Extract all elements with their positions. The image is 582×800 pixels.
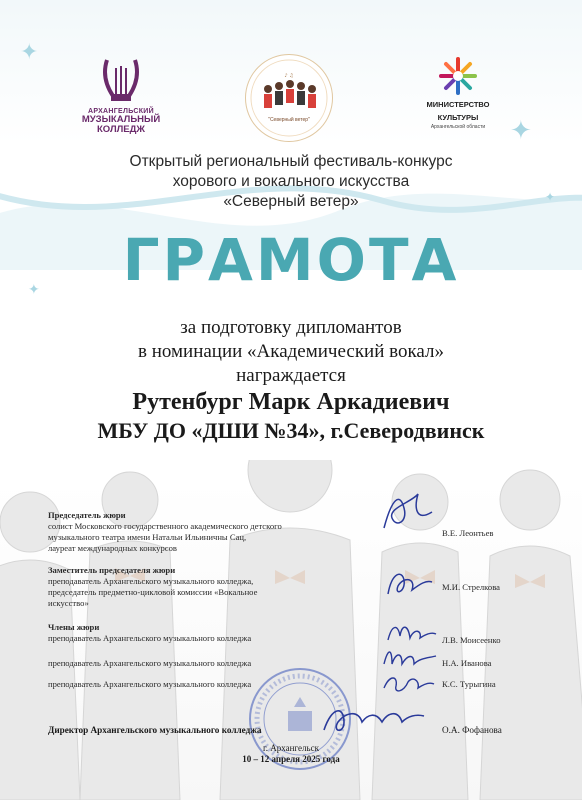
director-title: Директор Архангельского музыкального колледжа xyxy=(48,725,262,735)
jury-member2-name: Н.А. Иванова xyxy=(442,658,492,668)
jury-member1-role: преподаватель Архангельского музыкального колледжа xyxy=(48,633,252,643)
jury-member1-name: Л.В. Моисеенко xyxy=(442,635,501,645)
jury-members-block xyxy=(48,622,251,644)
certificate-title: ГРАМОТА xyxy=(122,226,460,294)
sparkle-icon: ✦ xyxy=(545,190,556,204)
signature-chair xyxy=(378,488,438,536)
festival-logo xyxy=(245,54,333,142)
ministry-star-icon xyxy=(438,56,478,96)
place-city: г. Архангельск xyxy=(263,743,319,753)
svg-text:♪ ♫: ♪ ♫ xyxy=(284,73,294,79)
sparkle-icon: ✦ xyxy=(510,116,532,146)
jury-deputy-block xyxy=(48,565,257,609)
place-dates: 10 – 12 апреля 2025 года xyxy=(242,754,340,764)
jury-deputy-heading: Заместитель председателя жюри xyxy=(48,565,176,575)
jury-chair-line3: лауреат международных конкурсов xyxy=(48,543,177,553)
festival-name xyxy=(40,152,542,212)
signature-director xyxy=(318,700,428,740)
place-and-date xyxy=(0,743,582,765)
director-name: О.А. Фофанова xyxy=(442,725,502,735)
award-text xyxy=(40,316,542,388)
jury-chair-block xyxy=(48,510,282,554)
award-line2: в номинации «Академический вокал» xyxy=(137,341,445,362)
jury-member3-name: К.С. Турыгина xyxy=(442,679,496,689)
award-line1: за подготовку дипломантов xyxy=(180,317,402,338)
festival-line1: Открытый региональный фестиваль-конкурс xyxy=(129,153,453,170)
logo-left-line2: МУЗЫКАЛЬНЫЙ xyxy=(81,114,161,125)
recipient-organization: МБУ ДО «ДШИ №34», г.Северодвинск xyxy=(97,418,485,443)
ministry-line1: МИНИСТЕРСТВО xyxy=(426,100,490,109)
festival-line3: «Северный ветер» xyxy=(223,193,359,210)
ministry-line2: КУЛЬТУРЫ xyxy=(437,113,479,122)
sparkle-icon: ✦ xyxy=(28,282,40,298)
festival-children-icon xyxy=(246,55,332,141)
award-line3: награждается xyxy=(236,365,346,386)
music-college-logo xyxy=(76,56,166,135)
jury-member3-role: преподаватель Архангельского музыкального колледжа xyxy=(48,679,252,689)
jury-members-heading: Члены жюри xyxy=(48,622,100,632)
jury-member2-role: преподаватель Архангельского музыкального колледжа xyxy=(48,658,252,668)
jury-deputy-line3: искусство» xyxy=(48,598,89,608)
festival-line2: хорового и вокального искусства xyxy=(172,173,410,190)
jury-deputy-name: М.И. Стрелкова xyxy=(442,582,500,592)
jury-chair-line1: солист Московского государственного академического детского xyxy=(48,521,282,531)
jury-deputy-line1: преподаватель Архангельского музыкального колледжа, xyxy=(48,576,254,586)
lyre-icon xyxy=(99,56,143,106)
signature-member2 xyxy=(380,644,440,672)
jury-chair-line2: музыкального театра имени Натальи Ильиничны Сац, xyxy=(48,532,247,542)
jury-chair-name: В.Е. Леонтьев xyxy=(442,528,494,538)
logo-left-line1: АРХАНГЕЛЬСКИЙ xyxy=(88,108,154,115)
signature-deputy xyxy=(382,566,438,602)
ministry-line3: Архангельской области xyxy=(430,124,486,130)
recipient-name: Рутенбург Марк Аркадиевич xyxy=(132,389,450,415)
jury-deputy-line2: председатель предметно-цикловой комиссии «Вокальное xyxy=(48,587,258,597)
jury-chair-heading: Председатель жюри xyxy=(48,510,126,520)
logo-left-line3: КОЛЛЕДЖ xyxy=(97,124,145,135)
signature-member3 xyxy=(378,670,438,698)
sparkle-icon: ✦ xyxy=(20,40,39,65)
ministry-of-culture-logo xyxy=(408,56,508,130)
festival-logo-caption: "Северный ветер" xyxy=(268,117,310,123)
